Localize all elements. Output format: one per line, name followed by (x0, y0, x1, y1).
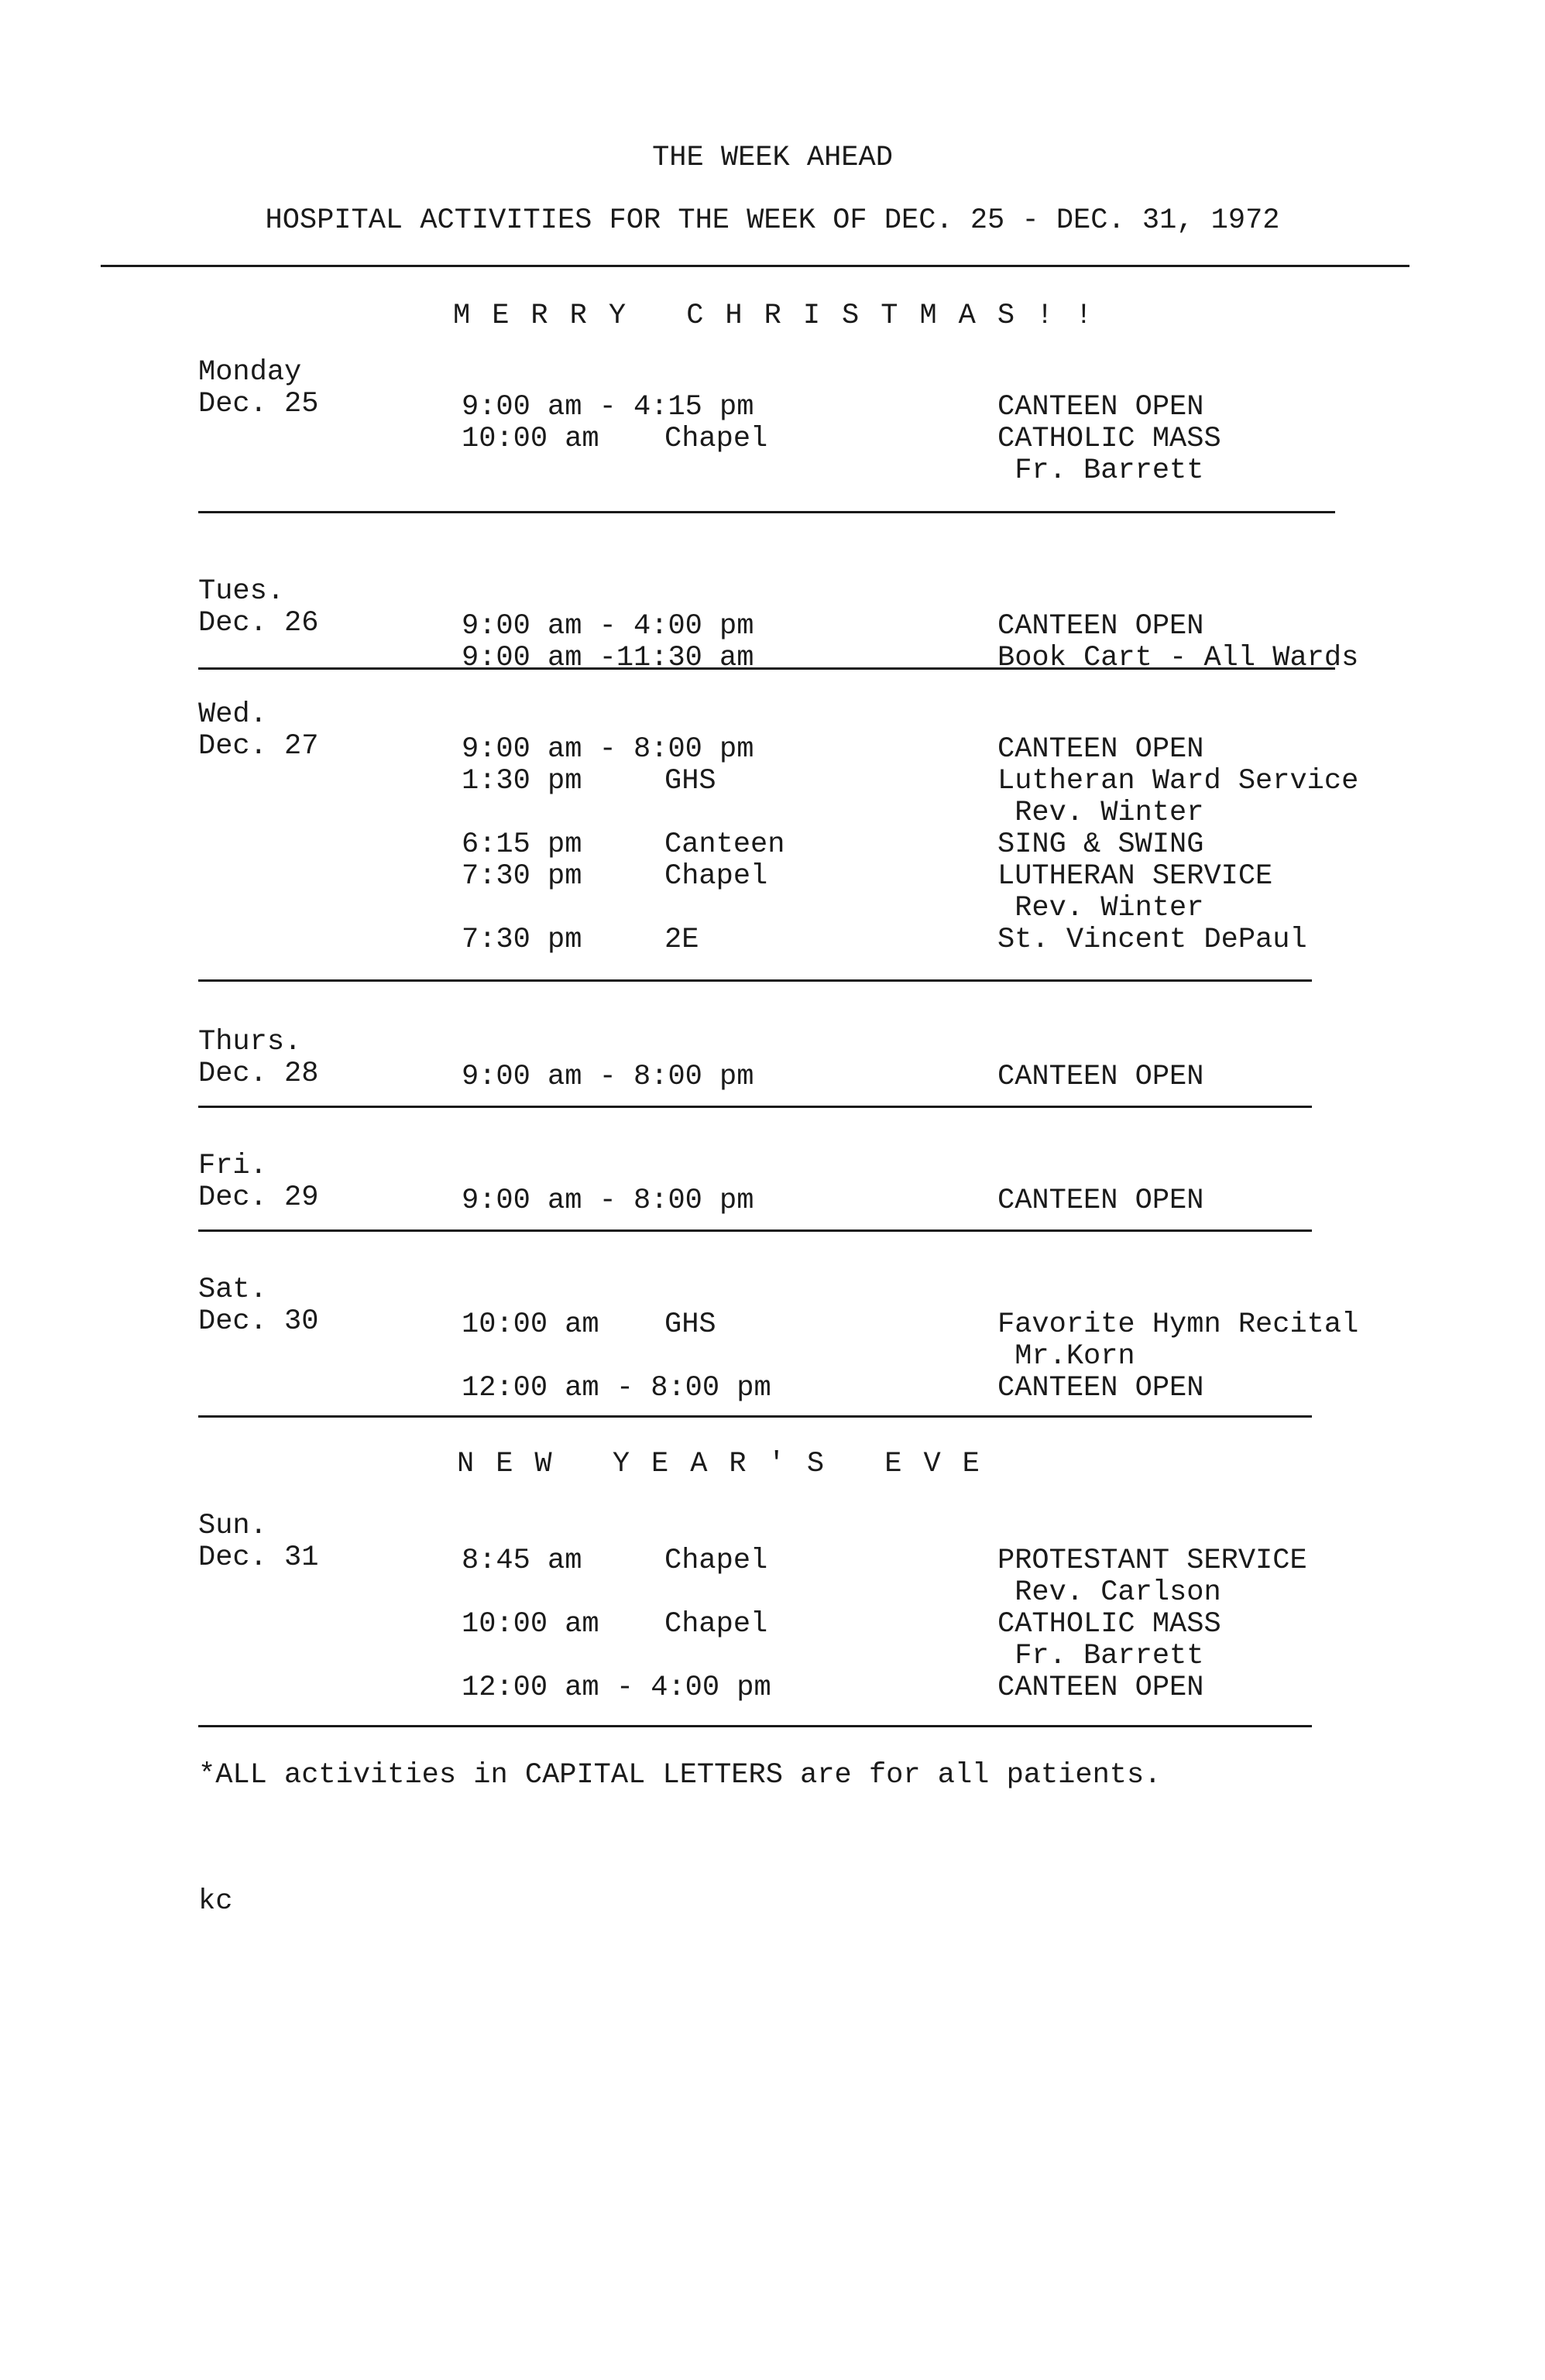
entry-activity: CANTEEN OPEN (997, 1185, 1204, 1217)
entry-place: 2E (664, 924, 699, 956)
entry-activity: Rev. Winter (997, 797, 1204, 829)
entry-activity: St. Vincent DePaul (997, 924, 1307, 956)
page-title: THE WEEK AHEAD (652, 142, 893, 174)
day-name: Tues. (198, 575, 285, 608)
entry-activity: PROTESTANT SERVICE (997, 1545, 1307, 1577)
section-rule (198, 667, 1335, 670)
entry-place: Chapel (664, 1545, 768, 1577)
section-rule (198, 511, 1335, 513)
day-name: Sat. (198, 1274, 267, 1306)
entry-activity: CANTEEN OPEN (997, 1372, 1204, 1404)
section-rule (198, 1415, 1312, 1418)
entry-activity: SING & SWING (997, 828, 1204, 861)
entry-time: 1:30 pm (462, 765, 582, 797)
day-name: Thurs. (198, 1026, 302, 1058)
entry-activity: Rev. Winter (997, 892, 1204, 924)
entry-place: Chapel (664, 423, 768, 455)
entry-time: 9:00 am - 8:00 pm (462, 733, 754, 766)
entry-time: 7:30 pm (462, 924, 582, 956)
entry-time: 12:00 am - 4:00 pm (462, 1672, 771, 1704)
day-date: Dec. 27 (198, 730, 319, 763)
entry-place: Chapel (664, 860, 768, 893)
footnote: *ALL activities in CAPITAL LETTERS are for all patients. (198, 1759, 1162, 1792)
entry-activity: CANTEEN OPEN (997, 1672, 1204, 1704)
day-date: Dec. 26 (198, 607, 319, 640)
entry-place: Chapel (664, 1608, 768, 1641)
entry-time: 9:00 am -11:30 am (462, 642, 754, 674)
entry-time: 10:00 am (462, 1308, 599, 1341)
entry-activity: Book Cart - All Wards (997, 642, 1359, 674)
entry-place: GHS (664, 1308, 716, 1341)
entry-activity: CATHOLIC MASS (997, 423, 1221, 455)
day-name: Sun. (198, 1510, 267, 1542)
entry-place: GHS (664, 765, 716, 797)
entry-activity: LUTHERAN SERVICE (997, 860, 1273, 893)
day-date: Dec. 30 (198, 1305, 319, 1338)
entry-activity: CATHOLIC MASS (997, 1608, 1221, 1641)
section-rule (198, 1725, 1312, 1727)
new-year-banner: NEW YEAR'S EVE (457, 1448, 1001, 1480)
entry-activity: CANTEEN OPEN (997, 1061, 1204, 1093)
entry-time: 12:00 am - 8:00 pm (462, 1372, 771, 1404)
entry-time: 9:00 am - 4:15 pm (462, 391, 754, 424)
section-rule (198, 1229, 1312, 1232)
day-date: Dec. 29 (198, 1181, 319, 1214)
entry-time: 6:15 pm (462, 828, 582, 861)
day-date: Dec. 25 (198, 388, 319, 420)
entry-activity: Mr.Korn (997, 1340, 1135, 1373)
entry-activity: Fr. Barrett (997, 1640, 1204, 1672)
entry-time: 9:00 am - 4:00 pm (462, 610, 754, 643)
entry-activity: CANTEEN OPEN (997, 733, 1204, 766)
entry-activity: Rev. Carlson (997, 1576, 1221, 1609)
day-date: Dec. 31 (198, 1542, 319, 1574)
day-name: Fri. (198, 1150, 267, 1182)
entry-time: 10:00 am (462, 423, 599, 455)
page-subtitle: HOSPITAL ACTIVITIES FOR THE WEEK OF DEC. 25 - DEC. 31, 1972 (265, 204, 1280, 237)
header-rule (101, 265, 1409, 267)
entry-activity: Lutheran Ward Service (997, 765, 1359, 797)
christmas-banner: MERRY CHRISTMAS!! (453, 300, 1114, 332)
day-date: Dec. 28 (198, 1058, 319, 1090)
entry-time: 9:00 am - 8:00 pm (462, 1185, 754, 1217)
section-rule (198, 1106, 1312, 1108)
entry-activity: CANTEEN OPEN (997, 391, 1204, 424)
entry-activity: CANTEEN OPEN (997, 610, 1204, 643)
typist-initials: kc (198, 1885, 233, 1918)
section-rule (198, 979, 1312, 982)
entry-time: 9:00 am - 8:00 pm (462, 1061, 754, 1093)
day-name: Monday (198, 356, 302, 389)
entry-activity: Fr. Barrett (997, 454, 1204, 487)
entry-time: 10:00 am (462, 1608, 599, 1641)
entry-place: Canteen (664, 828, 785, 861)
entry-time: 7:30 pm (462, 860, 582, 893)
entry-activity: Favorite Hymn Recital (997, 1308, 1359, 1341)
day-name: Wed. (198, 698, 267, 731)
entry-time: 8:45 am (462, 1545, 582, 1577)
